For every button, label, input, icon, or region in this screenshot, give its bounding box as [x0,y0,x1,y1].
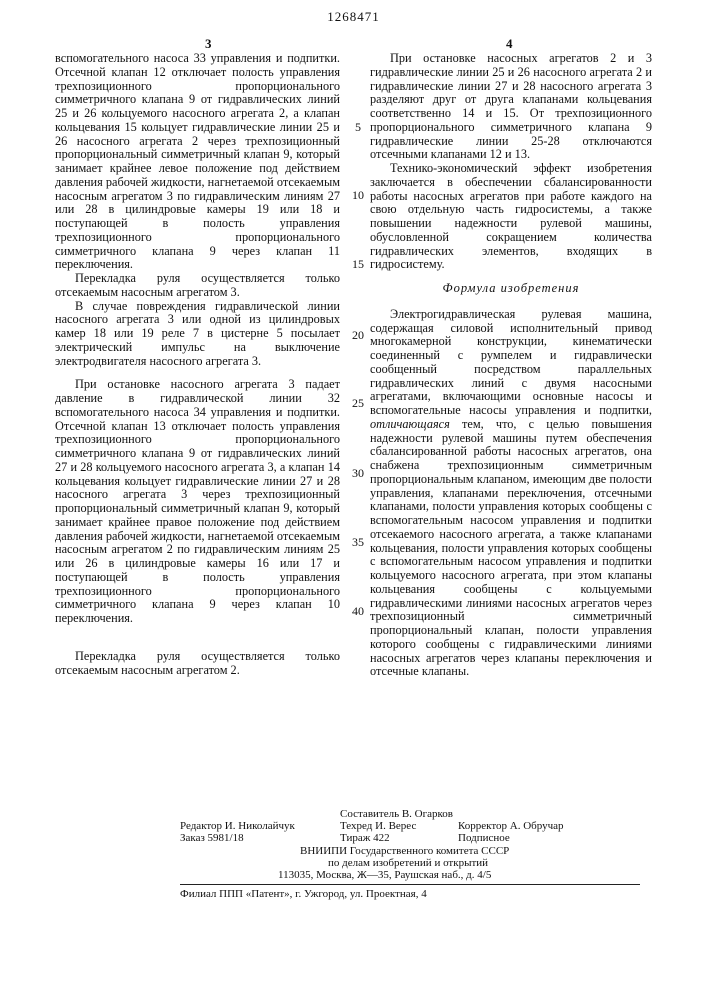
techred-credit: Техред И. Верес [340,820,416,832]
compiler-credit: Составитель В. Огарков [340,808,453,820]
subscription-label: Подписное [458,832,510,844]
order-number: Заказ 5981/18 [180,832,244,844]
right-column [370,52,652,679]
right-paragraph-1: При остановке насосных агрегатов 2 и 3 гидравлические линии 25 и 26 насосного агрегата 2 и гидравлические линии 27 и 28 насосного агрегата 3 разделяют друг от друга клапанами кольцевания соответственно 14 и 15. От трехпозиционного пропорционального симметричного клапана 9 гидравлические линии 25-28 отключаются отсечными клапанами 12 и 13. [370,52,652,162]
left-paragraph-4: При остановке насосного агрегата 3 падает давление в гидравлической линии 32 вспомогательного насоса 34 управления и подпитки. Отсечной клапан 13 отключает полость управления трехпозиционного пропорционального симметричного клапана 9 от гидравлических линий 27 и 28 кольцуемого насосного агрегата 3, а клапан 14 кольцевания кольцует гидравлические линии 27 и 28 насосного агрегата 3 через трехпозиционный пропорциональный симметричный клапан 9, который занимает крайнее правое положение под действием давления рабочей жидкости, нагнетаемой отсекаемым насосным агрегатом 2 по гидравлическим линиям 25 или 26 в цилиндровые камеры 16 или 17 и поступающей в полость управления трехпозиционного пропорционального симметричного клапана 9 через клапан 10 переключения. [55,378,340,626]
left-paragraph-3: В случае повреждения гидравлической линии насосного агрегата 3 или одной из цилиндровых камер 18 или 19 реле 7 в цистерне 5 посылает электрический импульс на выключение электродвигателя насосного агрегата 3. [55,300,340,369]
line-number: 40 [347,604,369,619]
claim-text-part-1: Электрогидравлическая рулевая машина, содержащая силовой исполнительный привод многокамерной конструкции, кинематически соединенный с румпелем и гидравлически сообщенный посредством параллельных гидравлических линий с двумя насосными агрегатами, включающими основные насосы и вспомогательные насосы управления и подпитки, [370,307,652,417]
left-paragraph-2: Перекладка руля осуществляется только отсекаемым насосным агрегатом 3. [55,272,340,300]
claim-paragraph [370,308,652,679]
left-column [55,52,340,677]
organization-name: ВНИИПИ Государственного комитета СССР [300,845,509,857]
imprint-footer [180,808,640,900]
claim-distinguishing-term: отличающаяся [370,417,450,431]
line-number: 25 [347,396,369,411]
organization-address: 113035, Москва, Ж—35, Раушская наб., д. 4/5 [278,869,491,881]
footer-divider [180,884,640,885]
line-number: 35 [347,535,369,550]
line-number: 5 [347,120,369,135]
left-paragraph-5: Перекладка руля осуществляется только отсекаемым насосным агрегатом 2. [55,650,340,678]
corrector-credit: Корректор А. Обручар [458,820,564,832]
claim-text-part-2: тем, что, с целью повышения надежности рулевой машины путем обеспечения сбалансированной работы насосных агрегатов, она снабжена трехпозиционным симметричным пропорциональным клапаном, имеющим две полости управления, клапанами переключения, отсечными клапанами, полости управления которых сообщены с вспомогательным насосом управления и подпитки отсекаемого насосного агрегата, а также клапанами кольцевания, полости управления которых сообщены с вспомогательным насосом управления и подпитки кольцуемого насосного агрегата, при этом клапаны кольцевания сообщены с кольцуемыми гидравлическими линиями насосных агрегатов через трехпозиционный симметричный пропорциональный клапан, полости управления которого сообщены с гидравлическими линиями насосных агрегатов через клапаны переключения и отсечные клапаны. [370,417,652,679]
line-number: 10 [347,188,369,203]
page-number-left: 3 [205,36,212,52]
line-number: 20 [347,328,369,343]
left-paragraph-1: вспомогательного насоса 33 управления и подпитки. Отсечной клапан 12 отключает полость управления трехпозиционного пропорционального симметричного клапана 9 от гидравлических линий 25 и 26 кольцуемого насосного агрегата 2, а клапан кольцевания 15 кольцует гидравлические линии 25 и 26 насосного агрегата 2 через трехпозиционный пропорциональный симметричный клапан 9, который занимает крайнее левое положение под действием давления рабочей жидкости, нагнетаемой отсекаемым насосным агрегатом 3 по гидравлическим линиям 27 или 28 в цилиндровые камеры 19 или 18 и поступающей в полость управления трехпозиционного пропорционального симметричного клапана 9 через клапан 11 переключения. [55,52,340,272]
formula-heading: Формула изобретения [370,282,652,296]
organization-department: по делам изобретений и открытий [328,857,488,869]
patent-number: 1268471 [0,9,707,25]
page-number-right: 4 [506,36,513,52]
circulation: Тираж 422 [340,832,390,844]
right-paragraph-2: Технико-экономический эффект изобретения заключается в обеспечении сбалансированности работы насосных агрегатов при работе каждого на свою отдельную часть гидросистемы, а также повышении надежности рулевой машины, обусловленной сокращением количества гидравлических элементов, входящих в гидросистему. [370,162,652,272]
line-number: 30 [347,466,369,481]
line-number: 15 [347,257,369,272]
editor-credit: Редактор И. Николайчук [180,820,295,832]
branch-address: Филиал ППП «Патент», г. Ужгород, ул. Проектная, 4 [180,888,427,900]
